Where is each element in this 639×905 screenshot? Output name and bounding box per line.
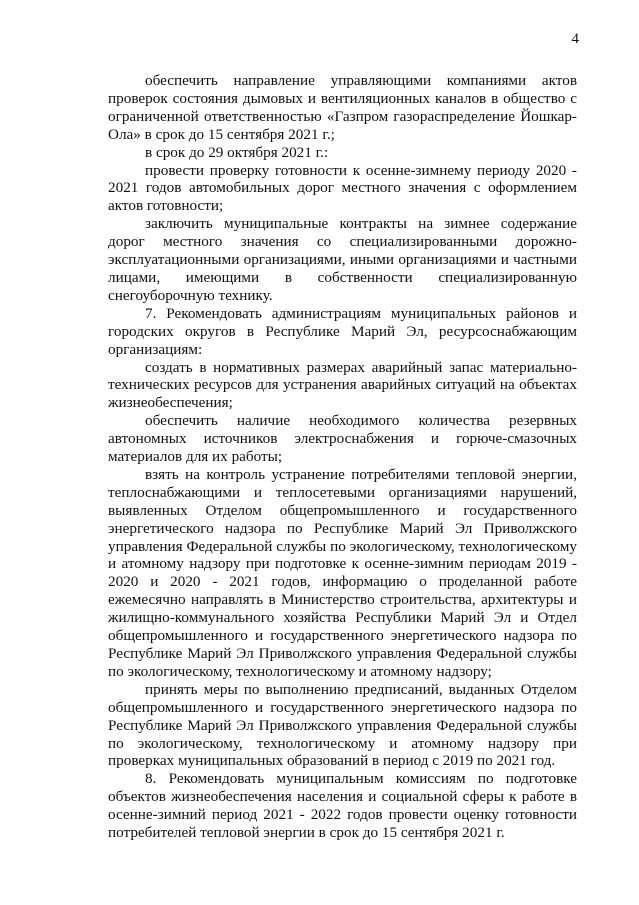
- paragraph-violations-control: взять на контроль устранение потребителями тепловой энергии, теплоснабжающими и теплосетевыми организациями нарушений, выявленных Отделом общепромышленного и государственного энергетического надзора по Республике Марий Эл Приволжского управления Федеральной службы по экологическому, технологическому и атомному надзору при подготовке к осенне-зимним периодам 2019 - 2020 и 2020 - 2021 годов, информацию о проделанной работе ежемесячно направлять в Министерство строительства, архитектуры и жилищно-коммунального хозяйства Республики Марий Эл и Отдел общепромышленного и государственного энергетического надзора по Республике Марий Эл Приволжского управления Федеральной службы по экологическому, технологическому и атомному надзору;: [108, 465, 577, 680]
- paragraph-backup-power: обеспечить наличие необходимого количества резервных автономных источников электроснабжения и горюче-смазочных материалов для их работы;: [108, 412, 577, 466]
- paragraph-item-8: 8. Рекомендовать муниципальным комиссиям по подготовке объектов жизнеобеспечения населения и социальной сферы к работе в осенне-зимний период 2021 - 2022 годов провести оценку готовности потребителей тепловой энергии в срок до 15 сентября 2021 г.: [108, 770, 577, 842]
- paragraph-roads-check: провести проверку готовности к осенне-зимнему периоду 2020 - 2021 годов автомобильных дорог местного значения с оформлением актов готовности;: [108, 161, 577, 215]
- paragraph-emergency-reserve: создать в нормативных размерах аварийный запас материально-технических ресурсов для устранения аварийных ситуаций на объектах жизнеобеспечения;: [108, 358, 577, 412]
- paragraph-winter-contracts: заключить муниципальные контракты на зимнее содержание дорог местного значения со специализированными дорожно-эксплуатационными организациями, иными организациями и частными лицами, имеющими в собственности специализированную снегоуборочную технику.: [108, 215, 577, 304]
- paragraph-prescriptions: принять меры по выполнению предписаний, выданных Отделом общепромышленного и государственного энергетического надзора по Республике Марий Эл Приволжского управления Федеральной службы по экологическому, технологическому и атомному надзору при проверках муниципальных образований в период с 2019 по 2021 год.: [108, 680, 577, 770]
- paragraph-deadline-october: в срок до 29 октября 2021 г.:: [145, 143, 329, 161]
- document-body: [108, 72, 577, 842]
- page-number: 4: [571, 31, 579, 47]
- paragraph-gas-ducts: обеспечить направление управляющими компаниями актов проверок состояния дымовых и вентиляционных каналов в общество с ограниченной ответственностью «Газпром газораспределение Йошкар-Ола» в срок до 15 сентября 2021 г.;: [108, 72, 577, 143]
- paragraph-item-7: 7. Рекомендовать администрациям муниципальных районов и городских округов в Республике Марий Эл, ресурсоснабжающим организациям:: [108, 304, 577, 358]
